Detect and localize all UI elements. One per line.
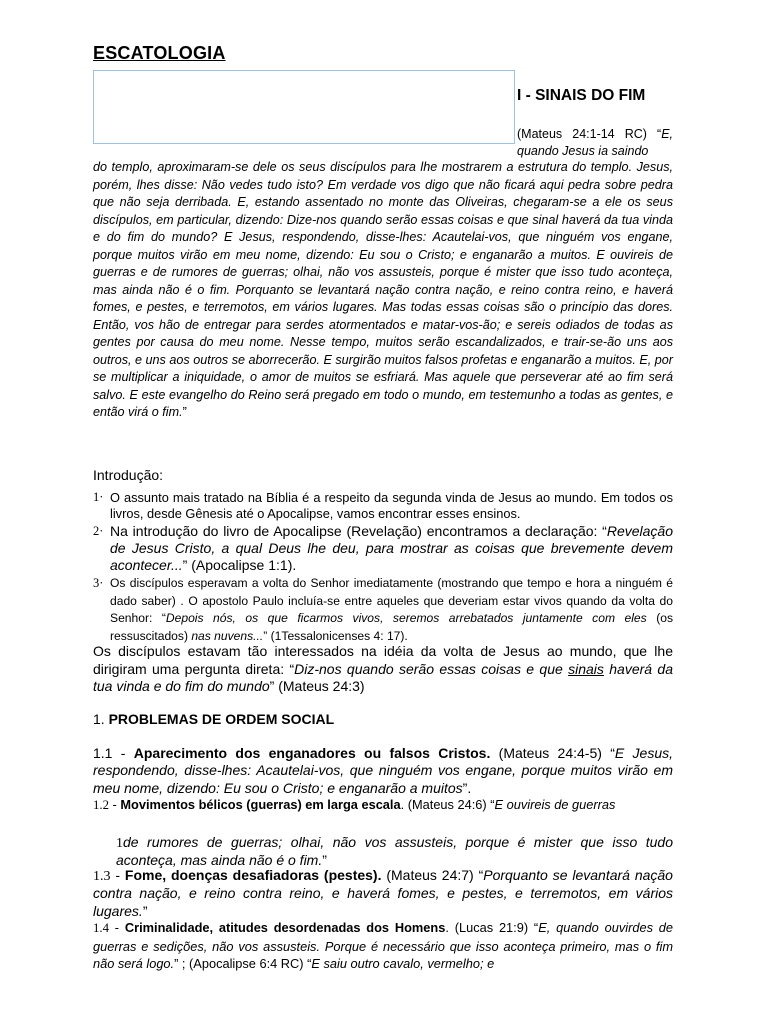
- continuation-number: 1: [116, 836, 123, 851]
- subsection-reference: (Mateus 24:4-5) “: [490, 745, 615, 761]
- continuation-quote: de rumores de guerras; olhai, não vos assusteis, porque é mister que isso tudo aconteça, mas ainda não é o fim.: [116, 834, 673, 868]
- subsection-number: 1.2: [93, 798, 109, 812]
- continuation-close: ”: [322, 852, 327, 868]
- item-reference: ” (1Tessalonicenses 4: 17).: [263, 628, 408, 643]
- subsection-quote: E saiu outro cavalo, vermelho; e: [311, 956, 495, 972]
- subsection-number: 1.1 -: [93, 745, 134, 761]
- para-reference: ” (Mateus 24:3): [269, 678, 365, 694]
- item-quote: nas nuvens...: [191, 628, 264, 643]
- subsection-label: Criminalidade, atitudes desordenadas dos Homens: [124, 920, 446, 935]
- para-quote: Diz-nos quando serão essas coisas e que: [294, 660, 569, 677]
- subsection-1-4: [93, 919, 673, 973]
- para-lead: Os discípulos estavam tão interessados na idéia da volta de Jesus ao mundo, que lhe dirigiram uma pergunta direta: “: [93, 643, 673, 677]
- item-text: [110, 523, 673, 574]
- scripture-quote: [93, 159, 673, 422]
- subsection-dash: -: [109, 797, 121, 812]
- subsection-quote: E, quando ouvirdes de guerras e sedições, não vos assusteis. Porque é necessário que isso aconteça primeiro, mas o fim não será logo.: [93, 920, 674, 972]
- quote-close: ”: [182, 405, 187, 419]
- subsection-quote: E Jesus, respondendo, disse-lhes: Acautelai-vos, que ninguém vos engane, porque muitos virão em meu nome, dizendo: Eu sou o Cristo; e enganarão a muitos: [93, 745, 673, 796]
- item-number: 3·: [93, 576, 104, 590]
- item-aside: (os ressuscitados): [110, 611, 673, 643]
- para-underlined-word: sinais: [568, 660, 604, 677]
- item-quote: Revelação de Jesus Cristo, a qual Deus lhe deu, para mostrar as coisas que brevemente devem acontecer...: [110, 523, 673, 573]
- subsection-reference: . (Mateus 24:6) “: [400, 797, 495, 812]
- item-quote: Depois nós, os que ficarmos vivos, seremos arrebatados juntamente com eles: [165, 611, 647, 626]
- subsection-1-2-continuation: [116, 834, 673, 869]
- intro-item-1: [93, 490, 673, 521]
- subsection-1-2: [93, 797, 673, 813]
- subsection-close: ”: [142, 902, 148, 919]
- intro-item-2: [93, 523, 673, 574]
- heading-number: 1.: [93, 711, 109, 727]
- subsection-reference: (Mateus 24:7) “: [381, 867, 484, 883]
- subsection-label: Fome, doenças desafiadoras (pestes).: [124, 867, 382, 883]
- subsection-1-1: [93, 745, 673, 797]
- subsection-quote: Porquanto se levantará nação contra nação, e reino contra reino, e haverá fomes, e pestes, e terremotos, em vários lugares.: [93, 867, 673, 919]
- subsection-reference: . (Lucas 21:9) “: [445, 920, 539, 935]
- scripture-reference: [517, 126, 673, 159]
- item-text: O assunto mais tratado na Bíblia é a respeito da segunda vinda de Jesus ao mundo. Em todos os livros, desde Gênesis até o Apocalipse, vamos encontrar esses ensinos.: [110, 490, 673, 521]
- item-text: [110, 575, 673, 645]
- subsection-close: ”.: [462, 779, 472, 796]
- closing-paragraph: [93, 643, 673, 696]
- subsection-dash: -: [110, 867, 125, 883]
- empty-text-box: [93, 70, 515, 144]
- heading-label: PROBLEMAS DE ORDEM SOCIAL: [108, 711, 335, 727]
- subsection-quote: E ouvireis de guerras: [494, 797, 616, 812]
- subsection-number: 1.3: [93, 869, 111, 884]
- item-lead: Na introdução do livro de Apocalipse (Revelação) encontramos a declaração: “: [110, 523, 607, 539]
- intro-item-3: [93, 575, 673, 645]
- heading-social-problems: [93, 711, 334, 727]
- subsection-1-3: [93, 867, 673, 920]
- item-reference: ” (Apocalipse 1:1).: [182, 557, 297, 573]
- para-quote: haverá da tua vinda e do fim do mundo: [93, 660, 673, 694]
- section-title: I - SINAIS DO FIM: [517, 87, 646, 104]
- subsection-label: Movimentos bélicos (guerras) em larga escala: [120, 797, 401, 812]
- document-title: ESCATOLOGIA: [93, 43, 226, 63]
- subsection-reference: ” ; (Apocalipse 6:4 RC) “: [174, 956, 312, 972]
- subsection-label: Aparecimento dos enganadores ou falsos Cristos.: [133, 745, 491, 761]
- item-number: 2·: [93, 524, 104, 538]
- reference-first-words: E, quando Jesus ia saindo: [517, 127, 673, 158]
- item-number: 1·: [93, 490, 104, 504]
- item-lead: Os discípulos esperavam a volta do Senhor imediatamente (mostrando que tempo e hora a ninguém é dado saber) . O apostolo Paulo incluía-se entre aqueles que deveriam estar vivos quando da volta do Senhor: “: [110, 576, 673, 626]
- reference-citation: (Mateus 24:1-14 RC) “: [517, 127, 662, 141]
- intro-heading: Introdução:: [93, 467, 164, 483]
- quote-text: do templo, aproximaram-se dele os seus discípulos para lhe mostrarem a estrutura do templo. Jesus, porém, lhes disse: Não vedes tudo isto? Em verdade vos digo que não ficará aqui pedra sobre pedra que não seja derribada. E, estando assentado no monte das Oliveiras, chegaram-se a ele os seus discípulos, em particular, dizendo: Dize-nos quando serão essas coisas e que sinal haverá da tua vinda e do fim do mundo? E Jesus, respondendo, disse-lhes: Acautelai-vos, que ninguém vos engane, porque muitos virão em meu nome, dizendo: Eu sou o Cristo; e enganarão a muitos. E ouvireis de guerras e de rumores de guerras; olhai, não vos assusteis, porque é mister que isso tudo aconteça, mas ainda não é o fim. Porquanto se levantará nação contra nação, e reino contra reino, e haverá fomes, e pestes, e terremotos, em vários lugares. Mas todas essas coisas são o princípio das dores. Então, vos hão de entregar para serdes atormentados e matar-vos-ão; e sereis odiados de todas as gentes por causa do meu nome. Nesse tempo, muitos serão escandalizados, e trair-se-ão uns aos outros, e uns aos outros se aborrecerão. E surgirão muitos falsos profetas e enganarão a muitos. E, por se multiplicar a iniquidade, o amor de muitos se esfriará. Mas aquele que perseverar até ao fim será salvo. E este evangelho do Reino será pregado em todo o mundo, em testemunho a todas as gentes, e então virá o fim.: [93, 160, 673, 419]
- subsection-number: 1.4: [93, 921, 109, 935]
- subsection-dash: -: [109, 920, 125, 935]
